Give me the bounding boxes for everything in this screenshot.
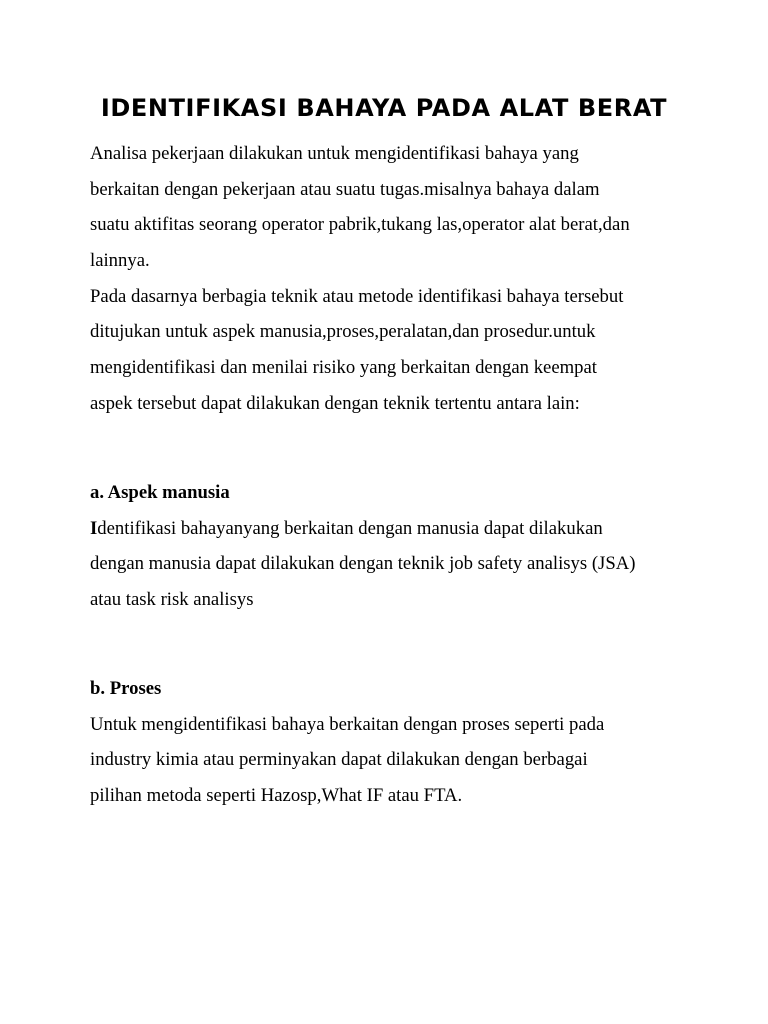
intro-line: aspek tersebut dapat dilakukan dengan teknik tertentu antara lain:: [90, 392, 580, 414]
section-heading: a. Aspek manusia: [90, 482, 230, 503]
section-proses: [90, 671, 690, 814]
section-heading: b. Proses: [90, 678, 162, 699]
section-line: Untuk mengidentifikasi bahaya berkaitan dengan proses seperti pada: [90, 713, 605, 735]
intro-line: lainnya.: [90, 250, 150, 272]
intro-line: berkaitan dengan pekerjaan atau suatu tugas.misalnya bahaya dalam: [90, 178, 600, 200]
intro-line: Analisa pekerjaan dilakukan untuk mengidentifikasi bahaya yang: [90, 143, 579, 164]
section-line: atau task risk analisys: [90, 589, 254, 611]
section-aspek-manusia: [90, 475, 690, 618]
drop-letter: I: [90, 517, 98, 539]
section-line: dengan manusia dapat dilakukan dengan teknik job safety analisys (JSA): [90, 553, 636, 575]
section-line: [90, 511, 690, 547]
intro-line: mengidentifikasi dan menilai risiko yang berkaitan dengan keempat: [90, 357, 597, 379]
section-line: industry kimia atau perminyakan dapat dilakukan dengan berbagai: [90, 749, 588, 771]
document-title: IDENTIFIKASI BAHAYA PADA ALAT BERAT: [100, 94, 668, 122]
intro-line: ditujukan untuk aspek manusia,proses,peralatan,dan prosedur.untuk: [90, 321, 596, 343]
intro-paragraph: [90, 136, 690, 422]
section-line-text: dentifikasi bahayanyang berkaitan dengan manusia dapat dilakukan: [97, 517, 603, 539]
intro-line: Pada dasarnya berbagia teknik atau metode identifikasi bahaya tersebut: [90, 285, 624, 307]
intro-line: suatu aktifitas seorang operator pabrik,tukang las,operator alat berat,dan: [90, 214, 630, 236]
section-line: pilihan metoda seperti Hazosp,What IF atau FTA.: [90, 785, 463, 807]
